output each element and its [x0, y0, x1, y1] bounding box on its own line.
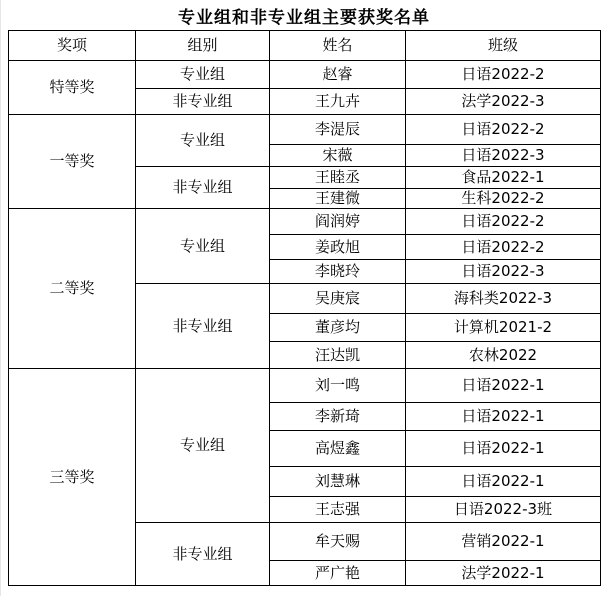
- group-cell: 非专业组: [136, 523, 270, 586]
- name-cell: 汪达凯: [270, 342, 406, 369]
- name-cell: 董彦均: [270, 314, 406, 342]
- group-cell: 专业组: [136, 61, 270, 89]
- class-cell: 日语2022-2: [406, 61, 601, 89]
- class-cell: 日语2022-1: [406, 403, 601, 431]
- table-row: [9, 209, 601, 235]
- awards-table: [8, 30, 601, 586]
- name-cell: 赵睿: [270, 61, 406, 89]
- page-title: 专业组和非专业组主要获奖名单: [178, 7, 430, 28]
- name-cell: 王志强: [270, 497, 406, 523]
- class-cell: 法学2022-3: [406, 89, 601, 115]
- header-row: [9, 31, 601, 61]
- table-row: [9, 115, 601, 145]
- class-cell: 日语2022-2: [406, 235, 601, 260]
- group-cell: 专业组: [136, 115, 270, 167]
- group-cell: 非专业组: [136, 89, 270, 115]
- class-cell: 营销2022-1: [406, 523, 601, 561]
- class-cell: 食品2022-1: [406, 167, 601, 189]
- group-cell: 非专业组: [136, 284, 270, 369]
- header-cell-class: 班级: [406, 31, 601, 61]
- name-cell: 王建微: [270, 189, 406, 209]
- name-cell: 王九卉: [270, 89, 406, 115]
- table-row: [9, 61, 601, 89]
- award-level-cell: 特等奖: [9, 61, 136, 115]
- name-cell: 姜政旭: [270, 235, 406, 260]
- name-cell: 刘一鸣: [270, 369, 406, 403]
- class-cell: 日语2022-2: [406, 209, 601, 235]
- class-cell: 生科2022-2: [406, 189, 601, 209]
- header-cell-award: 奖项: [9, 31, 136, 61]
- class-cell: 日语2022-2: [406, 115, 601, 145]
- award-level-cell: 三等奖: [9, 369, 136, 586]
- group-cell: 非专业组: [136, 167, 270, 209]
- class-cell: 日语2022-1: [406, 431, 601, 467]
- name-cell: 牟天赐: [270, 523, 406, 561]
- class-cell: 日语2022-1: [406, 467, 601, 497]
- name-cell: 刘慧琳: [270, 467, 406, 497]
- table-row: [9, 369, 601, 403]
- class-cell: 日语2022-1: [406, 369, 601, 403]
- class-cell: 法学2022-1: [406, 561, 601, 586]
- name-cell: 严广艳: [270, 561, 406, 586]
- name-cell: 李新琦: [270, 403, 406, 431]
- award-level-cell: 二等奖: [9, 209, 136, 369]
- name-cell: 高煜鑫: [270, 431, 406, 467]
- group-cell: 专业组: [136, 209, 270, 284]
- sheet-gridline: [0, 0, 1, 596]
- group-cell: 专业组: [136, 369, 270, 523]
- name-cell: 吴庚宸: [270, 284, 406, 314]
- name-cell: 宋薇: [270, 145, 406, 167]
- class-cell: 农林2022: [406, 342, 601, 369]
- class-cell: 日语2022-3: [406, 260, 601, 284]
- class-cell: 海科类2022-3: [406, 284, 601, 314]
- name-cell: 李湜辰: [270, 115, 406, 145]
- class-cell: 日语2022-3班: [406, 497, 601, 523]
- award-level-cell: 一等奖: [9, 115, 136, 209]
- header-cell-name: 姓名: [270, 31, 406, 61]
- name-cell: 李晓玲: [270, 260, 406, 284]
- class-cell: 日语2022-3: [406, 145, 601, 167]
- name-cell: 阎润婷: [270, 209, 406, 235]
- header-cell-group: 组别: [136, 31, 270, 61]
- class-cell: 计算机2021-2: [406, 314, 601, 342]
- name-cell: 王睦丞: [270, 167, 406, 189]
